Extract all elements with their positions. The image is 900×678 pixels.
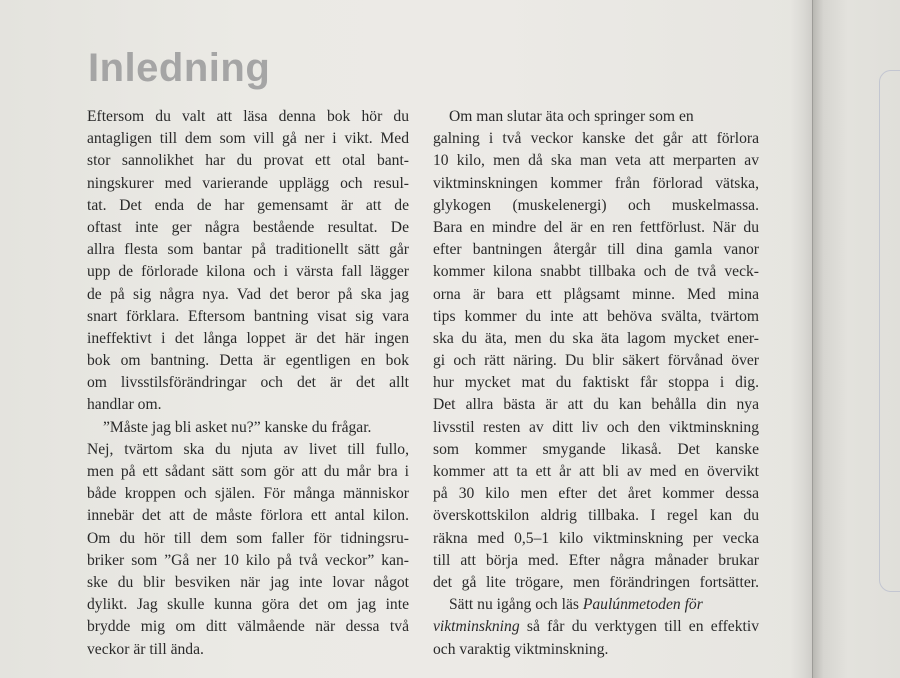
text-line: ske du blir besviken när jag inte lovar något xyxy=(87,573,409,591)
text-line: orna är bara ett plågsamt minne. Med mina xyxy=(433,285,759,303)
text-line: livsstil resten av ditt liv och den viktminskning xyxy=(433,418,759,436)
page-gutter-shadow xyxy=(790,0,812,678)
right-text-column xyxy=(433,106,759,661)
text-line: antagligen till dem som vill gå ner i vikt. Med xyxy=(87,130,409,148)
text-line: men på ett sådant sätt som gör att du mår bra i xyxy=(87,463,409,480)
chapter-heading: Inledning xyxy=(88,46,271,90)
text-line: kommer att ta ett år att bli av med en övervikt xyxy=(433,463,759,480)
text-line: ska du äta, men du ska äta lagom mycket ener- xyxy=(433,329,759,347)
text-line: på 30 kilo men efter det året kommer dessa xyxy=(433,485,759,503)
text-line: stor sannolikhet har du provat ett otal bant- xyxy=(87,152,409,170)
text-line: både kroppen och själen. För många människor xyxy=(87,485,409,503)
text-run: Sätt nu igång och läs xyxy=(449,596,583,614)
text-line: ningskurer med varierande upplägg och resul- xyxy=(87,174,409,192)
text-line: Bara en mindre del är en ren fettförlust. När du xyxy=(433,218,759,236)
book-title-italic: viktminskning xyxy=(433,618,520,636)
page-edge-outline xyxy=(879,70,900,592)
text-line: Om man slutar äta och springer som en xyxy=(449,108,694,125)
text-line: 10 kilo, men då ska man veta att merparten av xyxy=(433,152,759,170)
text-line: de på sig några nya. Vad det beror på ska jag xyxy=(87,285,409,303)
text-line: viktminskningen kommer från förlorad vätska, xyxy=(433,174,759,192)
text-line: tat. Det enda de har gemensamt är att de xyxy=(87,196,409,214)
text-line: ”Måste jag bli asket nu?” kanske du frågar. xyxy=(103,418,372,436)
text-line: upp de förlorade kilona och i värsta fall lägger xyxy=(87,263,409,281)
text-run: så får du verktygen till en effektiv xyxy=(519,618,759,636)
text-line: ineffektivt i det långa loppet är det här ingen xyxy=(87,329,409,347)
text-line: tips kommer du inte att behöva svälta, tvärtom xyxy=(433,307,759,325)
text-line: briker som ”Gå ner 10 kilo på två veckor” kan- xyxy=(87,551,409,569)
left-text-column xyxy=(87,106,409,661)
text-line: snart förklara. Eftersom bantning visat sig vara xyxy=(87,307,409,325)
text-line: och varaktig viktminskning. xyxy=(433,640,609,658)
text-line: hur mycket mat du faktiskt får stoppa i dig. xyxy=(433,374,759,392)
text-line: handlar om. xyxy=(87,396,162,414)
text-line: oftast inte ger några bestående resultat. De xyxy=(87,218,409,236)
text-line: dylikt. Jag skulle kunna göra det om jag inte xyxy=(87,596,409,614)
text-line: Eftersom du valt att läsa denna bok hör du xyxy=(87,108,409,125)
text-line: efter bantningen återgår till dina gamla vanor xyxy=(433,241,759,259)
text-line: veckor är till ända. xyxy=(87,640,204,658)
text-line: Det allra bästa är att du kan behålla din nya xyxy=(433,396,759,414)
adjacent-page-edge xyxy=(812,0,900,678)
text-line: Nej, tvärtom ska du njuta av livet till fullo, xyxy=(87,440,409,458)
text-line: som kommer smygande likaså. Det kanske xyxy=(433,440,759,458)
text-line-mixed xyxy=(433,594,759,616)
text-line: innebär det att de måste förlora ett antal kilon. xyxy=(87,507,409,525)
text-line-mixed xyxy=(433,616,759,638)
text-line: allra flesta som bantar på traditionellt sätt går xyxy=(87,241,409,259)
text-line: till att börja med. Efter några månader brukar xyxy=(433,551,759,569)
text-line: bok om bantning. Detta är egentligen en bok xyxy=(87,352,409,370)
text-line: kommer kilona snabbt tillbaka och de två veck- xyxy=(433,263,759,281)
text-line: överskottskilon aldrig tillbaka. I regel kan du xyxy=(433,507,759,525)
text-line: Om du hör till dem som faller för tidningsru- xyxy=(87,529,409,547)
text-line: glykogen (muskelenergi) och muskelmassa. xyxy=(433,196,759,214)
text-line: om livsstilsförändringar och det är det allt xyxy=(87,374,409,392)
book-title-italic: Paulúnmetoden för xyxy=(582,596,703,614)
text-line: galning i två veckor kanske det går att förlora xyxy=(433,130,759,148)
text-line: gi och rätt näring. Du blir säkert förvånad över xyxy=(433,352,759,370)
text-line: brydde mig om ditt välmående när dessa två xyxy=(87,618,409,636)
text-line: det gå lite trögare, men förändringen fortsätter. xyxy=(433,573,759,591)
text-line: räkna med 0,5–1 kilo viktminskning per vecka xyxy=(433,529,759,547)
